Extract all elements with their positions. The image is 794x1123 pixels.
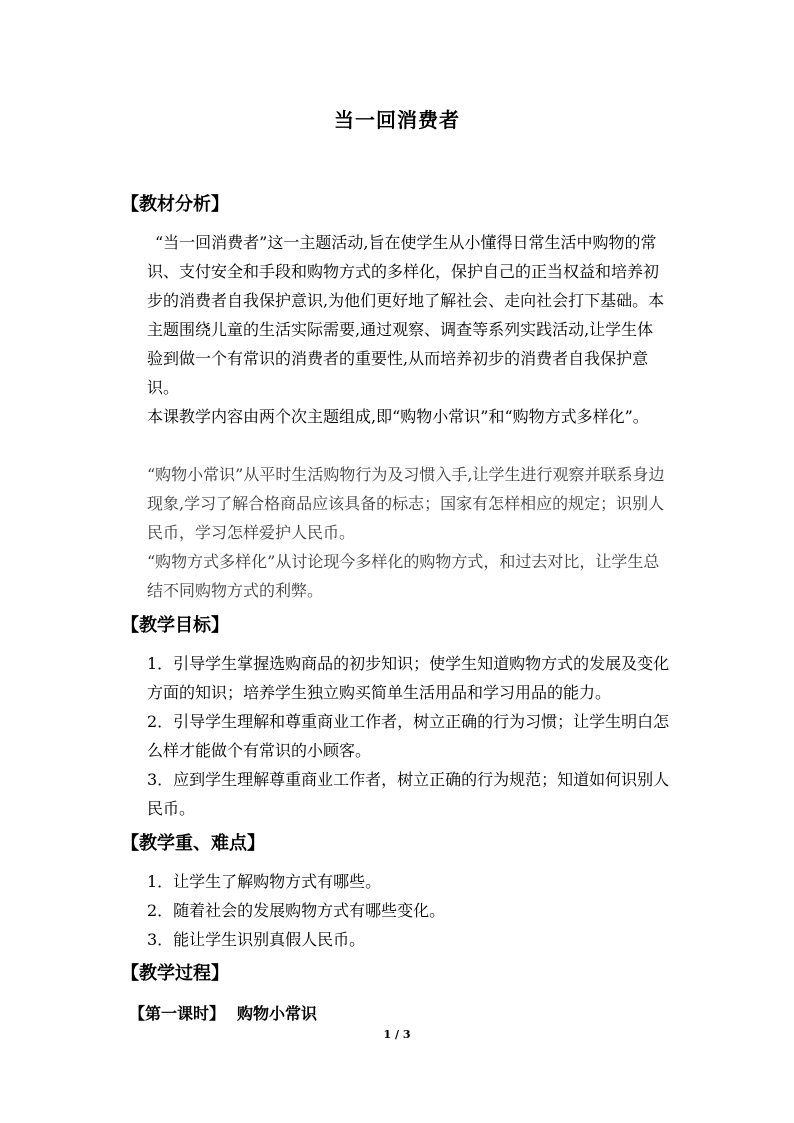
section-heading-process: 【教学过程】	[121, 963, 229, 984]
page-number: 1 / 3	[383, 1028, 411, 1041]
objective-item-1: 1．引导学生掌握选购商品的初步知识；使学生知道购物方式的发展及变化方面的知识；培养学生独立购买简单生活用品和学习用品的能力。	[147, 654, 670, 702]
section-heading-objectives: 【教学目标】	[121, 615, 229, 636]
section-heading-key-points: 【教学重、难点】	[121, 833, 265, 854]
key-point-item-1: 1．让学生了解购物方式有哪些。	[147, 872, 382, 891]
section-heading-analysis: 【教材分析】	[121, 194, 229, 215]
document-title: 当一回消费者	[334, 108, 460, 132]
objective-item-2: 2．引导学生理解和尊重商业工作者，树立正确的行为习惯；让学生明白怎么样才能做个有常识的小顾客。	[147, 712, 670, 760]
analysis-paragraph-3: “购物小常识”从平时生活购物行为及习惯入手,让学生进行观察并联系身边现象,学习了解合格商品应该具备的标志；国家有怎样相应的规定；识别人民币，学习怎样爱护人民币。	[147, 465, 665, 542]
lesson-label: 【第一课时】	[129, 1004, 226, 1023]
analysis-paragraph-1: “当一回消费者”这一主题活动,旨在使学生从小懂得日常生活中购物的常识、支付安全和手段和购物方式的多样化，保护自己的正当权益和培养初步的消费者自我保护意识,为他们更好地了解社会、走向社会打下基础。本主题围绕儿童的生活实际需要,通过观察、调查等系列实践活动,让学生体验到做一个有常识的消费者的重要性,从而培养初步的消费者自我保护意识。	[147, 233, 665, 397]
key-point-item-2: 2．随着社会的发展购物方式有哪些变化。	[147, 901, 446, 920]
lesson-title: 购物小常识	[237, 1004, 318, 1023]
lesson-heading	[129, 1001, 317, 1024]
analysis-paragraph-4: “购物方式多样化”从讨论现今多样化的购物方式，和过去对比，让学生总结不同购物方式的利弊。	[147, 552, 660, 600]
analysis-paragraph-2: 本课教学内容由两个次主题组成,即“购物小常识”和“购物方式多样化”。	[147, 407, 649, 426]
key-point-item-3: 3．能让学生识别真假人民币。	[147, 930, 366, 949]
objective-item-3: 3．应到学生理解尊重商业工作者，树立正确的行为规范；知道如何识别人民币。	[147, 770, 670, 818]
